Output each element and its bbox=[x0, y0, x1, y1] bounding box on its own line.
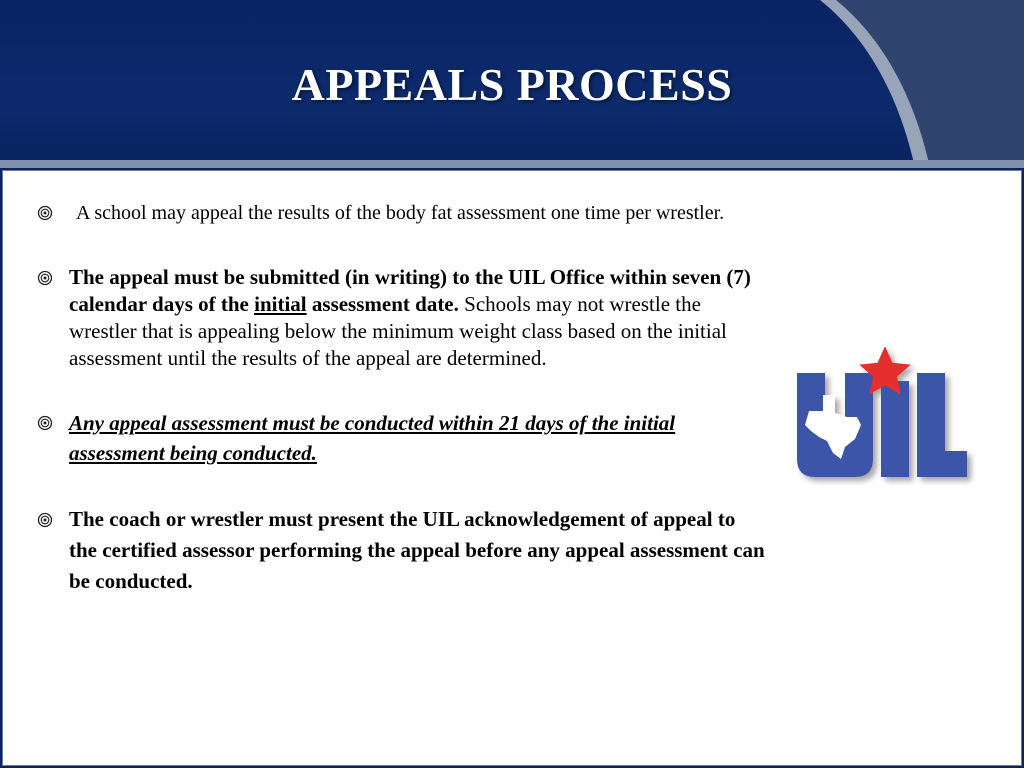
uil-logo-icon bbox=[791, 347, 981, 497]
bullet-4-text: The coach or wrestler must present the UIL acknowledgement of appeal to the certified assessor performing the appeal before any appeal assessment can be conducted. bbox=[69, 507, 765, 593]
bullet-1-text: A school may appeal the results of the body fat assessment one time per wrestler. bbox=[76, 202, 725, 224]
slide-title: APPEALS PROCESS bbox=[291, 59, 733, 110]
circle-bullet-icon bbox=[37, 270, 53, 286]
bullet-2-underlined-word: initial bbox=[254, 292, 307, 316]
circle-bullet-icon bbox=[37, 205, 53, 221]
bullet-2-bold-start: The appeal must be submitted (in writing) to the UIL Office within seven (7) calendar days of the bbox=[69, 265, 751, 316]
circle-bullet-icon bbox=[37, 512, 53, 528]
bullet-item-2 bbox=[37, 264, 767, 372]
slide-content-panel bbox=[2, 170, 1022, 766]
slide-header bbox=[0, 0, 1024, 168]
bullet-2-regular-text: Schools may not wrestle the wrestler that is appealing below the minimum weight class based on the initial assessment until the results of the appeal are determined. bbox=[69, 292, 727, 370]
bullet-item-3 bbox=[37, 408, 767, 468]
bullet-2-bold-end: assessment date. bbox=[306, 292, 459, 316]
circle-bullet-icon bbox=[37, 415, 53, 431]
bullet-list bbox=[37, 198, 767, 597]
bullet-item-4 bbox=[37, 504, 767, 597]
bullet-item-1 bbox=[37, 198, 767, 228]
bullet-3-text: Any appeal assessment must be conducted within 21 days of the initial assessment being conducted. bbox=[69, 411, 676, 465]
